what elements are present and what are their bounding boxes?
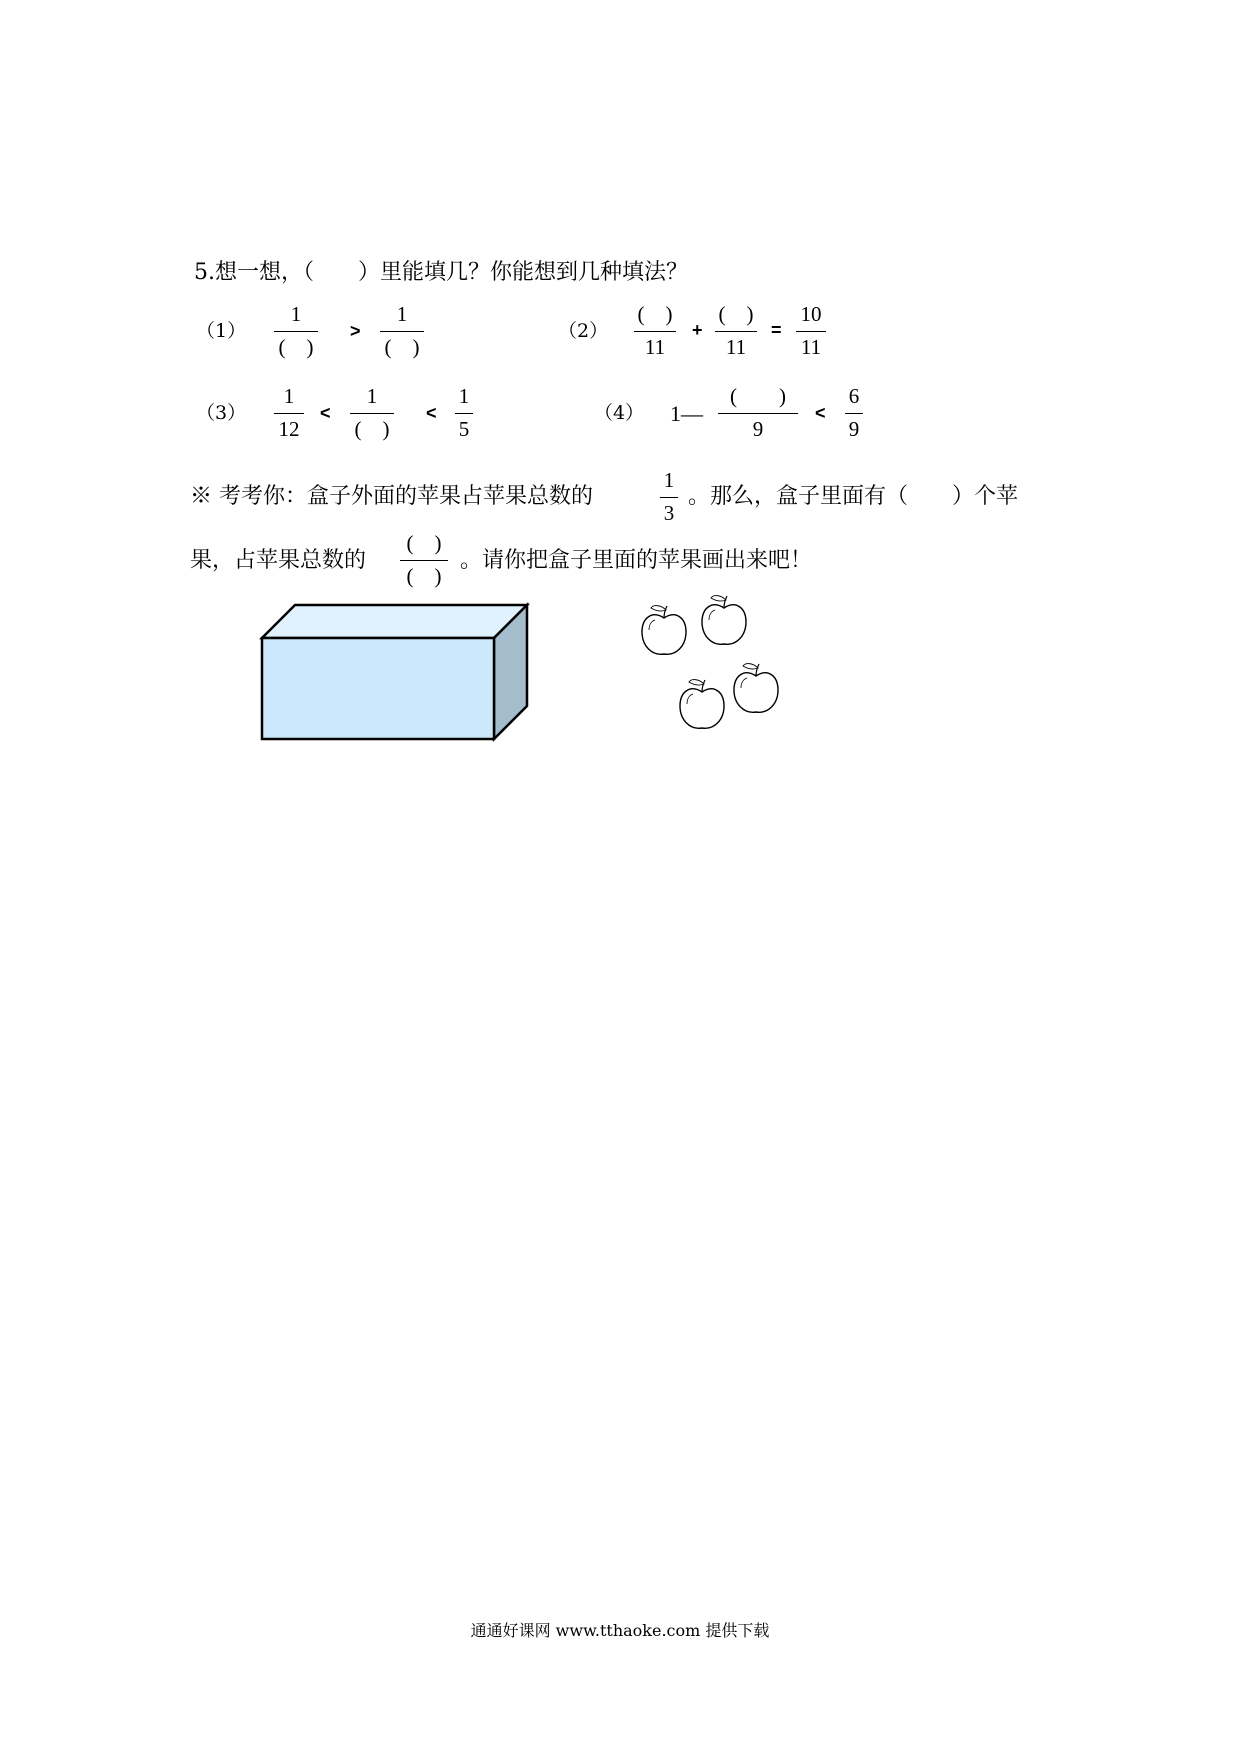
item-2-equals: = [771, 320, 782, 340]
challenge-fraction-inside [400, 533, 448, 591]
denominator: 11 [725, 335, 747, 359]
numerator: 1 [458, 384, 470, 408]
fraction-bar [660, 497, 678, 498]
numerator: 6 [848, 384, 860, 408]
numerator: 1 [663, 468, 675, 492]
fraction-bar [796, 331, 826, 332]
denominator: ( ) [406, 564, 442, 588]
item-2-fraction-b [715, 304, 757, 362]
numerator: 10 [800, 302, 822, 326]
denominator: ( ) [384, 335, 420, 359]
denominator: 12 [278, 417, 300, 441]
item-4-fraction-b [845, 386, 863, 444]
denominator: ( ) [354, 417, 390, 441]
item-4-fraction-a [718, 386, 798, 444]
item-2-label: （2） [558, 320, 609, 342]
item-3-less-than-2: < [426, 403, 437, 423]
fraction-bar [634, 331, 676, 332]
item-3-fraction-a [274, 386, 304, 444]
fraction-bar [400, 560, 448, 561]
denominator: 9 [848, 417, 860, 441]
fraction-bar [274, 331, 318, 332]
numerator: 1 [283, 384, 295, 408]
fraction-bar [350, 413, 394, 414]
denominator: 9 [752, 417, 764, 441]
item-2-plus: + [692, 320, 703, 340]
item-4-label: （4） [594, 402, 645, 424]
numerator: 1 [366, 384, 378, 408]
numerator: ( ) [406, 531, 442, 555]
numerator: ( ) [718, 302, 754, 326]
apple-icon [680, 680, 724, 729]
box-front-face [262, 638, 494, 739]
numerator: 1 [396, 302, 408, 326]
denominator: 5 [458, 417, 470, 441]
question-title: 5.想一想，（ ）里能填几？你能想到几种填法？ [194, 260, 688, 285]
fraction-bar [380, 331, 424, 332]
box-top-face [262, 605, 527, 638]
item-2-fraction-c [796, 304, 826, 362]
challenge-line2-rest: 。请你把盒子里面的苹果画出来吧！ [460, 548, 813, 573]
numerator: ( ) [730, 384, 786, 408]
challenge-line2-text: 果，占苹果总数的 [190, 548, 367, 573]
item-3-fraction-b [350, 386, 394, 444]
fraction-bar [715, 331, 757, 332]
item-4-less-than: < [815, 403, 826, 423]
apple-icon [642, 606, 686, 655]
denominator: 11 [644, 335, 666, 359]
item-4-prefix: 1— [670, 401, 703, 426]
fraction-bar [718, 413, 798, 414]
denominator: 11 [800, 335, 822, 359]
item-1-label: （1） [196, 320, 247, 342]
apples-group [632, 590, 802, 740]
fraction-bar [274, 413, 304, 414]
item-3-fraction-c [455, 386, 473, 444]
fraction-bar [455, 413, 473, 414]
item-1-operator: > [350, 321, 361, 341]
denominator: 3 [663, 501, 675, 525]
item-3-less-than-1: < [320, 403, 331, 423]
item-2-fraction-a [634, 304, 676, 362]
denominator: ( ) [278, 335, 314, 359]
item-1-fraction-a [274, 304, 318, 362]
challenge-line1-rest: 。那么，盒子里面有（ ）个苹 [688, 484, 1019, 509]
numerator: 1 [290, 302, 302, 326]
item-1-fraction-b [380, 304, 424, 362]
challenge-line1-text: ※ 考考你：盒子外面的苹果占苹果总数的 [190, 484, 593, 509]
challenge-fraction-outside [660, 470, 678, 528]
item-3-label: （3） [196, 402, 247, 424]
numerator: ( ) [637, 302, 673, 326]
footer-credit: 通通好课网 www.tthaoke.com 提供下载 [470, 1621, 770, 1640]
apple-icon [702, 596, 746, 645]
fraction-bar [845, 413, 863, 414]
apple-icon [734, 664, 778, 713]
box-illustration [255, 600, 540, 745]
